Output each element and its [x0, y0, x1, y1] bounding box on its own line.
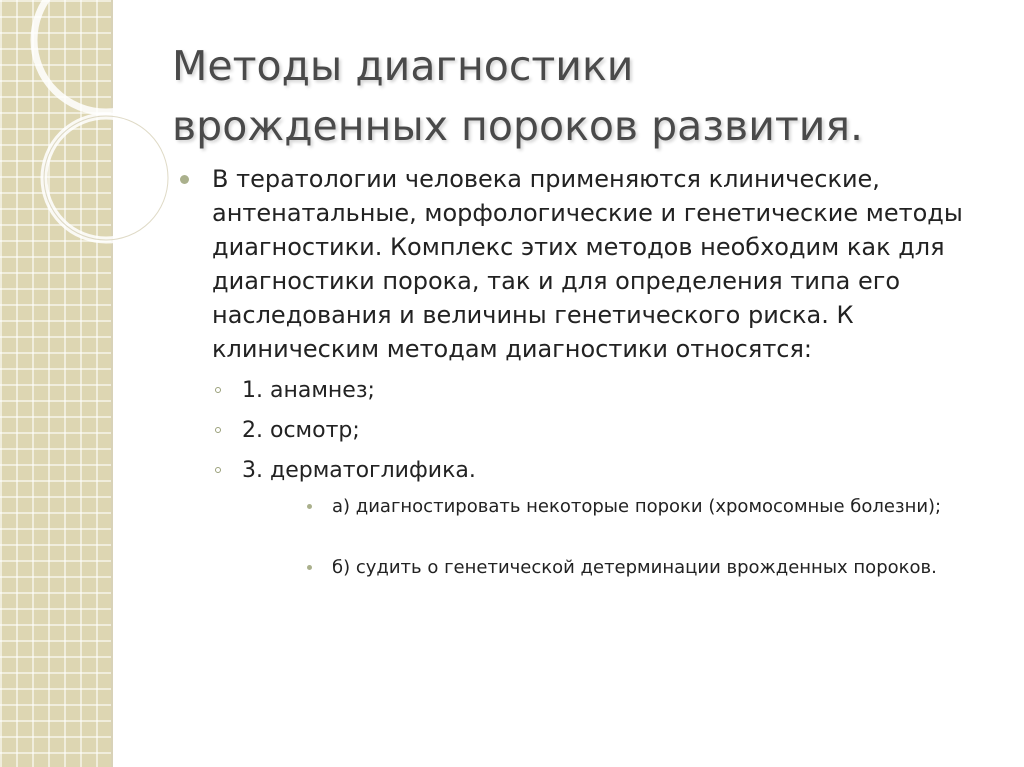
slide-content — [180, 162, 1000, 616]
dermatoglyphics-sublist — [242, 494, 1000, 580]
list-item — [242, 555, 972, 580]
title-line-1: Методы диагностики — [172, 42, 634, 90]
small-dot-bullet-icon — [307, 504, 312, 509]
method-text: 1. анамнез; — [242, 378, 375, 403]
methods-list — [180, 374, 1000, 580]
intro-paragraph — [180, 162, 1000, 366]
sub-item-text: а) диагностировать некоторые пороки (хромосомные болезни); — [332, 496, 942, 517]
slide-title — [172, 36, 992, 156]
ring-bullet-icon — [215, 427, 221, 433]
title-line-2: врожденных пороков развития. — [172, 102, 864, 150]
filled-circle-bullet-icon — [180, 175, 189, 184]
intro-text: В тератологии человека применяются клинические, антенатальные, морфологические и генетические методы диагностики. Комплекс этих методов необходим как для диагностики порока, так и для определения типа его наследования и величины генетического риска. К клиническим методам диагностики относятся: — [212, 165, 963, 363]
small-dot-bullet-icon — [307, 565, 312, 570]
concentric-circles-icon — [0, 0, 140, 260]
ring-bullet-icon — [215, 387, 221, 393]
list-item — [180, 454, 1000, 580]
method-text: 2. осмотр; — [242, 418, 360, 443]
sub-item-text: б) судить о генетической детерминации врожденных пороков. — [332, 557, 937, 578]
method-text: 3. дерматоглифика. — [242, 458, 476, 483]
list-item — [242, 494, 972, 519]
ring-bullet-icon — [215, 467, 221, 473]
list-item — [180, 414, 1000, 448]
list-item — [180, 374, 1000, 408]
